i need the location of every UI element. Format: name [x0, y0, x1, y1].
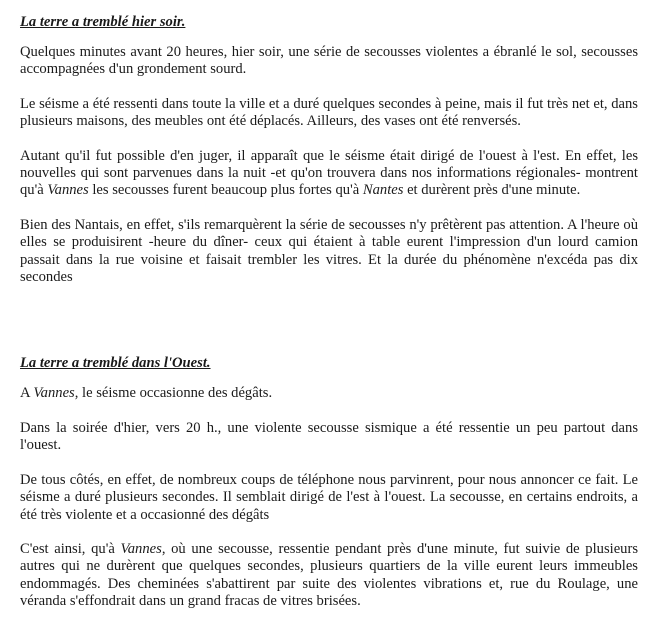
- article2-paragraph-1: [20, 385, 638, 402]
- article1-p3-text-a: Autant qu'il fut possible d'en juger, il apparaît que le séisme était dirigé de l'ouest à l'est. En effet, les nouvelles qui sont parvenues dans la nuit -et qu'on trouvera dans nos informations régionales- montrent qu'à: [20, 147, 638, 199]
- article2-p1-text-b: , le séisme occasionne des dégâts.: [74, 385, 273, 402]
- article2-p4-text-a: C'est ainsi, qu'à: [20, 540, 121, 557]
- article2-p1-text-a: A: [20, 385, 34, 402]
- place-name-vannes: Vannes: [47, 182, 89, 199]
- article2-paragraph-2: Dans la soirée d'hier, vers 20 h., une violente secousse sismique a été ressentie un peu partout dans l'ouest.: [20, 419, 638, 454]
- article-earthquake-last-night: [20, 14, 638, 286]
- article1-paragraph-1: Quelques minutes avant 20 heures, hier soir, une série de secousses violentes a ébranlé le sol, secousses accompagnées d'un grondement sourd.: [20, 44, 638, 78]
- article1-paragraph-2: Le séisme a été ressenti dans toute la ville et a duré quelques secondes à peine, mais il fut très net et, dans plusieurs maisons, des meubles ont été déplacés. Ailleurs, des vases ont été renversés.: [20, 95, 638, 130]
- article1-paragraph-3: [20, 148, 638, 200]
- place-name-nantes: Nantes: [362, 182, 404, 199]
- place-name-vannes: Vannes: [33, 385, 75, 402]
- article1-p3-text-c: et durèrent près d'une minute.: [403, 182, 581, 199]
- document-page: [20, 14, 638, 611]
- article1-p3-text-b: les secousses furent beaucoup plus fortes qu'à: [88, 182, 363, 199]
- article2-p4-text-b: , où une secousse, ressentie pendant près d'une minute, fut suivie de plusieurs autres qui ne durèrent que quelques secondes, plusieurs quartiers de la ville eurent leurs immeubles endommagés. Des cheminées s'abattirent par suite des violentes vibrations et, rue du Roulage, une véranda s'effondrait dans un grand fracas de vitres brisées.: [20, 540, 639, 610]
- article2-paragraph-3: De tous côtés, en effet, de nombreux coups de téléphone nous parvinrent, pour nous annoncer ce fait. Le séisme a duré plusieurs secondes. Il semblait dirigé de l'est à l'ouest. La secousse, en certains endroits, a été très violente et a occasionné des dégâts: [20, 471, 638, 523]
- article-earthquake-in-west: [20, 355, 638, 610]
- article1-heading: La terre a tremblé hier soir.: [20, 14, 186, 30]
- article2-heading: La terre a tremblé dans l'Ouest.: [20, 355, 211, 372]
- article1-paragraph-4: Bien des Nantais, en effet, s'ils remarquèrent la série de secousses n'y prêtèrent pas attention. A l'heure où elles se produisirent -heure du dîner- ceux qui étaient à table eurent l'impression d'un lourd camion passait dans la rue voisine et faisait trembler les vitres. Et la durée du phénomène n'excéda pas dix secondes: [20, 216, 638, 286]
- place-name-vannes: Vannes: [120, 540, 162, 557]
- article2-paragraph-4: [20, 541, 638, 611]
